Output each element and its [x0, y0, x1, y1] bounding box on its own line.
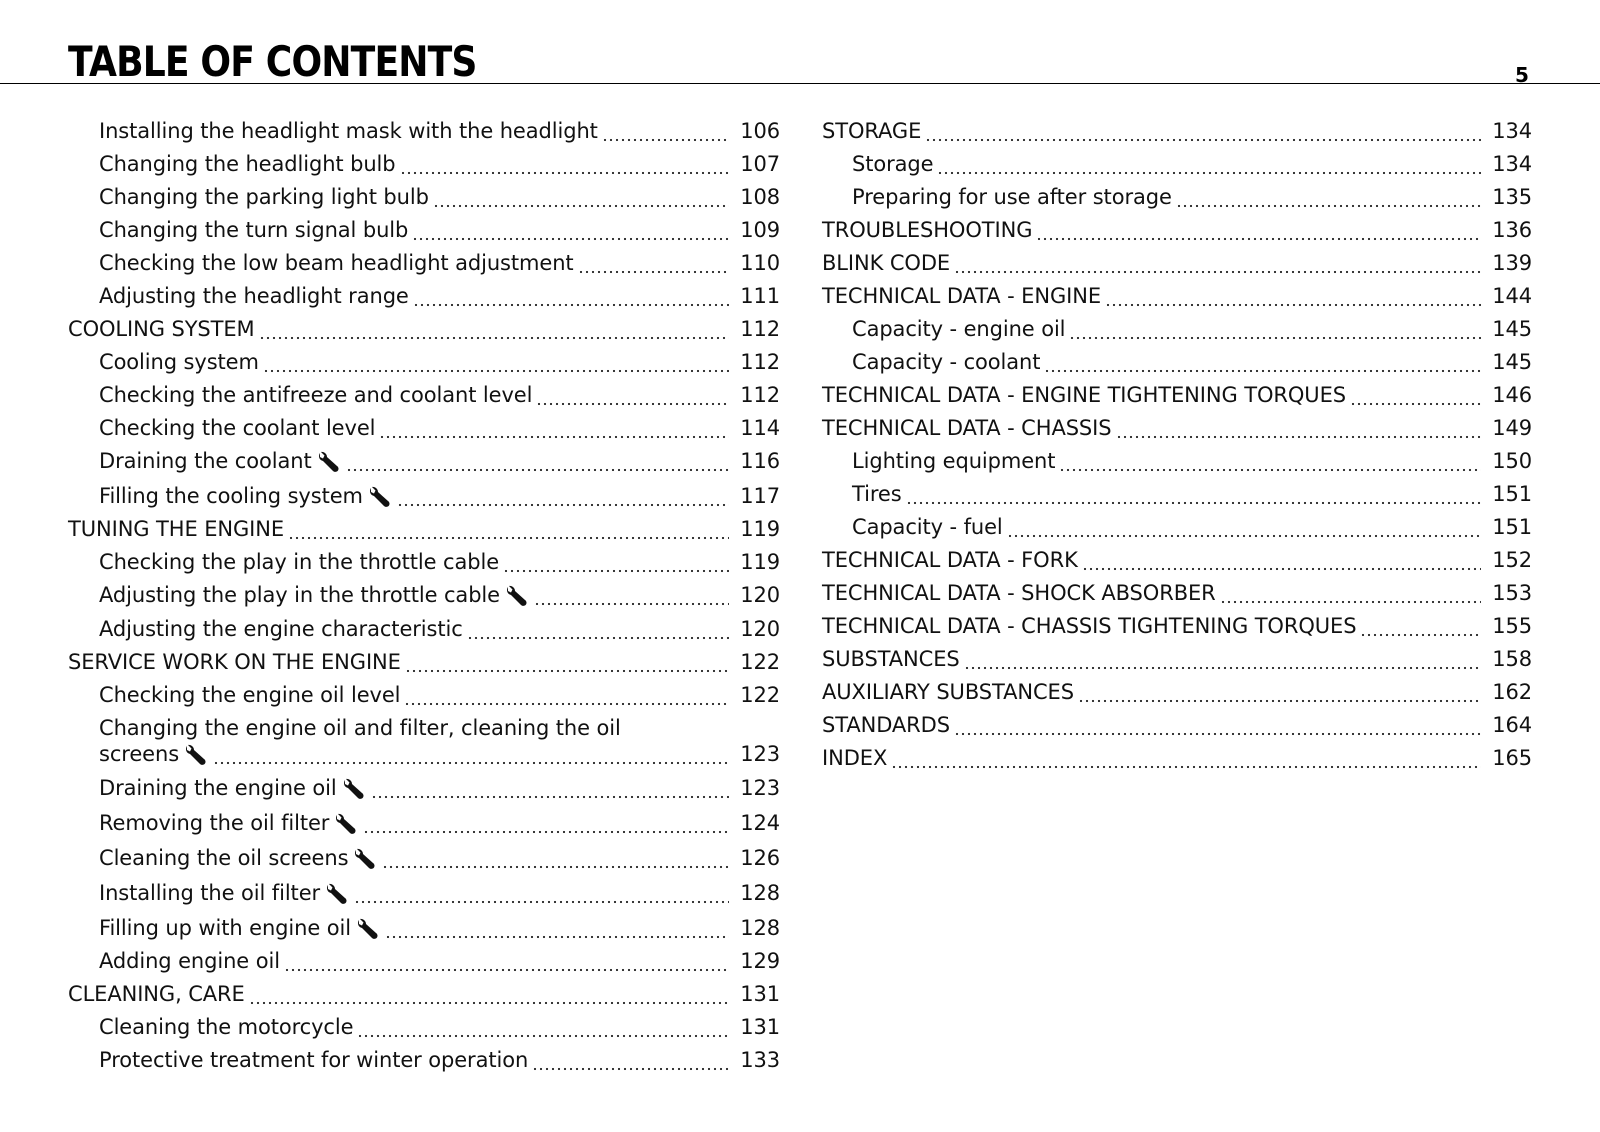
toc-entry[interactable] [822, 580, 1532, 606]
toc-entry[interactable] [68, 415, 780, 441]
toc-entry[interactable] [822, 448, 1532, 474]
toc-entry-label: Capacity - engine oil [852, 317, 1066, 341]
toc-entry[interactable] [68, 649, 780, 675]
toc-entry-label: Tires [852, 482, 902, 506]
toc-entry-label: Checking the play in the throttle cable [99, 550, 500, 574]
toc-entry-label: TUNING THE ENGINE [68, 517, 285, 541]
toc-entry-label: TECHNICAL DATA - FORK [822, 548, 1078, 572]
dot-leader [363, 810, 729, 836]
dot-leader [382, 845, 729, 871]
toc-entry[interactable] [822, 679, 1532, 705]
toc-entry-page: 108 [740, 185, 780, 209]
toc-entry[interactable] [822, 382, 1532, 408]
toc-entry-label: Capacity - coolant [852, 350, 1041, 374]
toc-entry[interactable] [822, 481, 1532, 507]
toc-entry[interactable] [68, 1047, 780, 1073]
toc-entry-page: 112 [740, 383, 780, 407]
wrench-icon [316, 450, 342, 474]
toc-entry-page: 119 [740, 550, 780, 574]
toc-entry-label: Draining the engine oil [99, 776, 337, 800]
dot-leader [532, 1047, 729, 1073]
dot-leader [1036, 217, 1481, 243]
dot-leader [954, 250, 1481, 276]
toc-entry-label: BLINK CODE [822, 251, 951, 275]
toc-entry-page: 122 [740, 650, 780, 674]
toc-entry-page: 112 [740, 317, 780, 341]
toc-entry[interactable] [822, 349, 1532, 375]
toc-entry-page: 134 [1492, 152, 1532, 176]
toc-entry-label-cont: screens [99, 742, 180, 766]
toc-entry[interactable] [68, 845, 780, 871]
toc-entry-page: 150 [1492, 449, 1532, 473]
dot-leader [1059, 448, 1481, 474]
toc-entry[interactable] [68, 810, 780, 836]
toc-entry-page: 165 [1492, 746, 1532, 770]
dot-leader [1220, 580, 1481, 606]
toc-entry[interactable] [822, 151, 1532, 177]
dot-leader [249, 981, 729, 1007]
toc-entry[interactable] [68, 1014, 780, 1040]
toc-entry-label: Draining the coolant [99, 449, 312, 473]
toc-entry-page: 151 [1492, 515, 1532, 539]
toc-entry-page: 145 [1492, 317, 1532, 341]
toc-entry-label: SERVICE WORK ON THE ENGINE [68, 650, 401, 674]
toc-entry-label: TECHNICAL DATA - CHASSIS [822, 416, 1112, 440]
toc-entry-page: 120 [740, 617, 780, 641]
dot-leader [404, 682, 729, 708]
dot-leader [379, 415, 729, 441]
toc-entry-label: Installing the headlight mask with the headlight [99, 119, 598, 143]
toc-entry-page: 120 [740, 583, 780, 607]
dot-leader [602, 118, 729, 144]
toc-entry[interactable] [68, 682, 780, 708]
toc-entry-page: 128 [740, 881, 780, 905]
toc-entry-page: 123 [740, 742, 780, 766]
dot-leader [1116, 415, 1482, 441]
toc-entry[interactable] [68, 915, 780, 941]
toc-entry[interactable] [822, 514, 1532, 540]
toc-entry[interactable] [68, 948, 780, 974]
dot-leader [1069, 316, 1481, 342]
toc-entry[interactable] [822, 316, 1532, 342]
toc-entry-page: 116 [740, 449, 780, 473]
toc-entry[interactable] [68, 382, 780, 408]
dot-leader [371, 775, 729, 801]
dot-leader [964, 646, 1481, 672]
toc-entry-label: Preparing for use after storage [852, 185, 1172, 209]
toc-entry-label: COOLING SYSTEM [68, 317, 255, 341]
toc-entry[interactable] [68, 283, 780, 309]
dot-leader [954, 712, 1481, 738]
dot-leader [397, 483, 729, 509]
toc-entry[interactable] [68, 316, 780, 342]
toc-entry-label: Adjusting the play in the throttle cable [99, 583, 500, 607]
toc-entry-page: 123 [740, 776, 780, 800]
toc-entry-page: 122 [740, 683, 780, 707]
toc-entry-page: 129 [740, 949, 780, 973]
toc-entry[interactable] [822, 250, 1532, 276]
toc-entry-label: TROUBLESHOOTING [822, 218, 1033, 242]
toc-entry-label: Storage [852, 152, 934, 176]
toc-entry-label: TECHNICAL DATA - ENGINE TIGHTENING TORQUES [822, 383, 1346, 407]
toc-entry-label: INDEX [822, 746, 888, 770]
dot-leader [1350, 382, 1481, 408]
toc-entry-label: Checking the low beam headlight adjustment [99, 251, 574, 275]
toc-entry-page: 134 [1492, 119, 1532, 143]
wrench-icon [367, 485, 393, 509]
toc-entry-page: 139 [1492, 251, 1532, 275]
dot-leader [536, 382, 729, 408]
wrench-icon [324, 882, 350, 906]
toc-entry[interactable] [822, 646, 1532, 672]
toc-entry[interactable] [68, 349, 780, 375]
toc-entry-label: Changing the engine oil and filter, cleaning the oil [99, 716, 621, 740]
dot-leader [288, 516, 729, 542]
toc-entry-label: Checking the coolant level [99, 416, 376, 440]
toc-entry-label: Adjusting the headlight range [99, 284, 409, 308]
toc-entry-label: Changing the turn signal bulb [99, 218, 409, 242]
toc-entry-label: Removing the oil filter [99, 811, 330, 835]
toc-entry-label: Changing the headlight bulb [99, 152, 396, 176]
dot-leader [1044, 349, 1481, 375]
toc-entry-page: 146 [1492, 383, 1532, 407]
toc-entry-page: 136 [1492, 218, 1532, 242]
toc-entry-page: 164 [1492, 713, 1532, 737]
toc-entry-label: Filling up with engine oil [99, 916, 351, 940]
toc-right-column [822, 118, 1532, 778]
page-title: TABLE OF CONTENTS [68, 37, 477, 86]
toc-entry[interactable] [68, 582, 780, 608]
toc-entry[interactable] [68, 715, 780, 767]
dot-leader [891, 745, 1481, 771]
toc-entry-page: 133 [740, 1048, 780, 1072]
dot-leader [400, 151, 729, 177]
toc-entry-label: TECHNICAL DATA - SHOCK ABSORBER [822, 581, 1216, 605]
toc-entry-label: STANDARDS [822, 713, 950, 737]
dot-leader [354, 880, 729, 906]
toc-entry[interactable] [822, 283, 1532, 309]
toc-entry-page: 119 [740, 517, 780, 541]
wrench-icon [352, 847, 378, 871]
toc-entry-page: 117 [740, 484, 780, 508]
toc-left-column [68, 118, 780, 1080]
toc-entry-label: Adjusting the engine characteristic [99, 617, 463, 641]
toc-entry-page: 162 [1492, 680, 1532, 704]
dot-leader [925, 118, 1481, 144]
toc-entry[interactable] [68, 151, 780, 177]
dot-leader [385, 915, 729, 941]
dot-leader [937, 151, 1481, 177]
dot-leader [412, 217, 729, 243]
page-number: 5 [1515, 63, 1529, 87]
toc-entry[interactable] [68, 880, 780, 906]
toc-entry[interactable] [68, 118, 780, 144]
dot-leader [259, 316, 729, 342]
dot-leader [1105, 283, 1481, 309]
toc-entry-page: 145 [1492, 350, 1532, 374]
toc-entry-page: 111 [740, 284, 780, 308]
toc-entry-label: Adding engine oil [99, 949, 280, 973]
wrench-icon [504, 584, 530, 608]
toc-entry-label: Cleaning the oil screens [99, 846, 349, 870]
toc-entry[interactable] [822, 712, 1532, 738]
dot-leader [346, 448, 729, 474]
dot-leader [405, 649, 729, 675]
toc-entry-page: 128 [740, 916, 780, 940]
toc-entry-page: 126 [740, 846, 780, 870]
toc-entry-label: Cleaning the motorcycle [99, 1015, 354, 1039]
toc-entry[interactable] [68, 184, 780, 210]
wrench-icon [333, 812, 359, 836]
toc-entry-label: TECHNICAL DATA - ENGINE [822, 284, 1102, 308]
toc-entry-page: 158 [1492, 647, 1532, 671]
toc-entry-page: 131 [740, 982, 780, 1006]
dot-leader [433, 184, 729, 210]
toc-entry-page: 106 [740, 119, 780, 143]
toc-entry[interactable] [822, 118, 1532, 144]
toc-entry-label: Checking the engine oil level [99, 683, 401, 707]
toc-entry-label: Changing the parking light bulb [99, 185, 429, 209]
toc-entry[interactable] [68, 483, 780, 509]
dot-leader [263, 349, 729, 375]
toc-entry-page: 149 [1492, 416, 1532, 440]
toc-entry-page: 109 [740, 218, 780, 242]
toc-entry-label: SUBSTANCES [822, 647, 960, 671]
toc-entry-label: Installing the oil filter [99, 881, 321, 905]
toc-entry[interactable] [822, 613, 1532, 639]
toc-entry[interactable] [822, 745, 1532, 771]
toc-entry-page: 155 [1492, 614, 1532, 638]
toc-entry[interactable] [822, 184, 1532, 210]
toc-entry-page: 144 [1492, 284, 1532, 308]
page-header [0, 0, 1600, 86]
toc-entry[interactable] [68, 516, 780, 542]
toc-entry[interactable] [822, 217, 1532, 243]
toc-entry-label: Protective treatment for winter operation [99, 1048, 529, 1072]
wrench-icon [341, 777, 367, 801]
toc-entry-page: 124 [740, 811, 780, 835]
toc-entry-page: 107 [740, 152, 780, 176]
toc-entry[interactable] [822, 547, 1532, 573]
dot-leader [503, 549, 729, 575]
dot-leader [1082, 547, 1481, 573]
toc-entry[interactable] [68, 250, 780, 276]
toc-entry-page: 131 [740, 1015, 780, 1039]
dot-leader [578, 250, 729, 276]
dot-leader [1007, 514, 1481, 540]
dot-leader [213, 741, 729, 767]
toc-entry-label: Cooling system [99, 350, 259, 374]
toc-entry-page: 135 [1492, 185, 1532, 209]
toc-entry[interactable] [68, 981, 780, 1007]
toc-entry-label: Lighting equipment [852, 449, 1056, 473]
toc-entry[interactable] [68, 775, 780, 801]
dot-leader [284, 948, 729, 974]
toc-entry-page: 110 [740, 251, 780, 275]
toc-entry-label: TECHNICAL DATA - CHASSIS TIGHTENING TORQUES [822, 614, 1357, 638]
dot-leader [1360, 613, 1481, 639]
toc-entry-label: Capacity - fuel [852, 515, 1003, 539]
dot-leader [906, 481, 1481, 507]
toc-entry-label: STORAGE [822, 119, 922, 143]
toc-entry-page: 114 [740, 416, 780, 440]
toc-entry-page: 152 [1492, 548, 1532, 572]
toc-entry[interactable] [68, 217, 780, 243]
dot-leader [534, 582, 729, 608]
dot-leader [467, 616, 729, 642]
dot-leader [1176, 184, 1481, 210]
toc-entry-label: CLEANING, CARE [68, 982, 245, 1006]
toc-entry[interactable] [68, 616, 780, 642]
toc-entry[interactable] [68, 549, 780, 575]
wrench-icon [355, 917, 381, 941]
toc-entry-page: 153 [1492, 581, 1532, 605]
dot-leader [357, 1014, 729, 1040]
toc-entry-label: AUXILIARY SUBSTANCES [822, 680, 1074, 704]
toc-entry-page: 112 [740, 350, 780, 374]
toc-entry[interactable] [822, 415, 1532, 441]
header-rule [0, 83, 1600, 84]
toc-entry-label: Checking the antifreeze and coolant level [99, 383, 533, 407]
toc-entry[interactable] [68, 448, 780, 474]
toc-entry-page: 151 [1492, 482, 1532, 506]
wrench-icon [183, 743, 209, 767]
toc-entry-label: Filling the cooling system [99, 484, 363, 508]
dot-leader [413, 283, 729, 309]
dot-leader [1078, 679, 1481, 705]
